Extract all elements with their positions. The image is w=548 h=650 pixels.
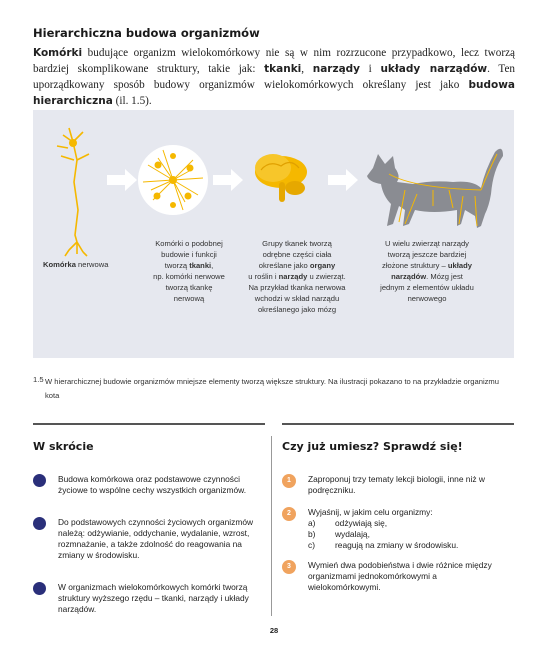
question-number-2: 2 (282, 507, 296, 521)
section-heading: Hierarchiczna budowa organizmów (33, 26, 260, 40)
question-2-sub-b: b) wydalają, (308, 529, 370, 539)
question-2-sub-a: a) odżywiają się, (308, 518, 388, 528)
hierarchy-illustration (33, 110, 514, 358)
tissue-icon (138, 145, 208, 215)
brain-icon (255, 154, 307, 202)
stage-cell-label: Komórka nerwowa (43, 260, 109, 269)
intro-paragraph: Komórki budujące organizm wielokomórkowy nie są w nim rozrzucone przypadkowo, lecz tworzą bardziej skomplikowane struktury, takie jak: tkanki, narządy i układy narządów. Ten uporządkowany sposób budowy organizmów wielokomórkowych określany jest jako budowa hierarchiczna (il. 1.5). (33, 47, 515, 107)
bullet-icon (33, 517, 46, 530)
summary-rule (33, 423, 265, 425)
page-number: 28 (269, 626, 279, 635)
hierarchy-figure (33, 110, 514, 358)
stage-system-label: U wielu zwierząt narządy tworzą jeszcze bardziej złożone struktury – układy narządów. Mózg jest jednym z elementów układu nerwowego (380, 239, 474, 303)
bullet-icon (33, 582, 46, 595)
summary-item: W organizmach wielokomórkowych komórki tworzą struktury wyższego rzędu – tkanki, narządy i układy narządów. (58, 582, 249, 614)
question-3: Wymień dwa podobieństwa i dwie różnice między organizmami jednokomórkowymi a wielokomórkowymi. (308, 560, 492, 592)
column-divider (271, 436, 272, 616)
question-number-1: 1 (282, 474, 296, 488)
neuron-icon (57, 128, 89, 256)
stage-tissue-label: Komórki o podobnej budowie i funkcji tworzą tkanki, np. komórki nerwowe tworzą tkankę nerwową (153, 239, 225, 303)
question-2-sub-c: c) reagują na zmiany w środowisku. (308, 540, 459, 550)
question-number-3: 3 (282, 560, 296, 574)
bullet-icon (33, 474, 46, 487)
stage-organ-label: Grupy tkanek tworzą odrębne części ciała określane jako organy u roślin i narządy u zwierząt. Na przykład tkanka nerwowa wchodzi w skład narządu określanego jako mózg (248, 239, 346, 314)
summary-item: Budowa komórkowa oraz podstawowe czynności życiowe to wspólne cechy wszystkich organizmów. (58, 474, 247, 495)
summary-item: Do podstawowych czynności życiowych organizmów należą: odżywianie, oddychanie, wydalanie, wzrost, rozmnażanie, a także zdolność do reagowania na zmiany w środowisku. (58, 517, 254, 560)
question-2: Wyjaśnij, w jakim celu organizmy: (308, 507, 433, 517)
cat-icon (367, 149, 503, 228)
quiz-rule (282, 423, 514, 425)
quiz-title: Czy już umiesz? Sprawdź się! (282, 440, 463, 453)
question-1: Zaproponuj trzy tematy lekcji biologii, inne niż w podręczniku. (308, 474, 485, 495)
summary-title: W skrócie (33, 440, 94, 453)
figure-number: 1.5 (33, 375, 44, 384)
figure-caption: W hierarchicznej budowie organizmów mniejsze elementy tworzą większe struktury. Na ilustracji pokazano to na przykładzie organizmu kota (45, 377, 499, 400)
